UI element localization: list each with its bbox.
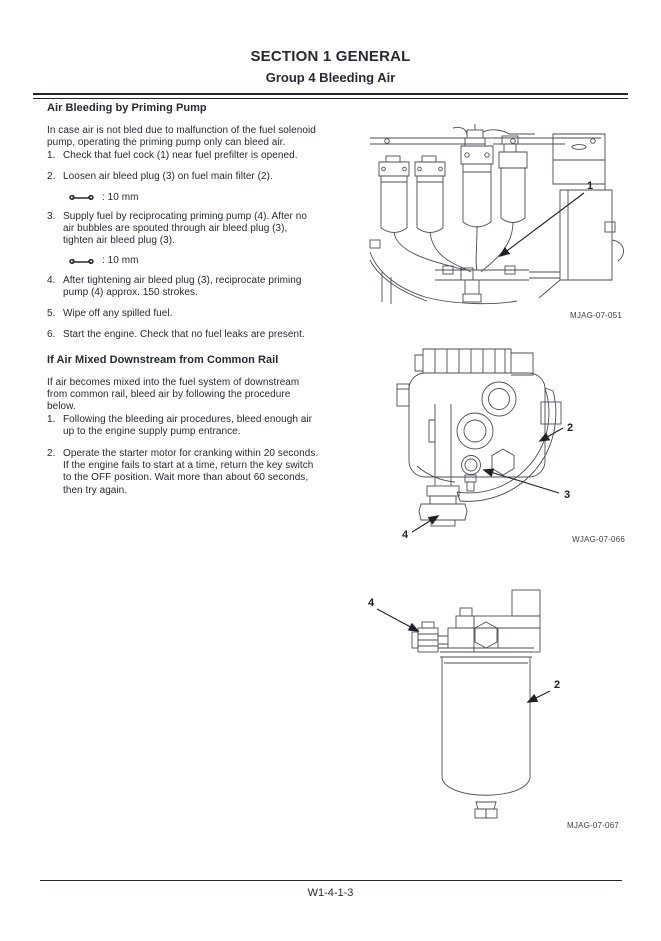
step-text: Operate the starter motor for cranking within 20 seconds. If the engine fails to start at a time, return the key switch to the OFF position. Wait more than about 60 seconds, then try again.	[63, 447, 319, 496]
step-text: Check that fuel cock (1) near fuel prefilter is opened.	[63, 150, 298, 162]
procedure-step	[47, 171, 319, 183]
figure-supply-pump-head	[393, 346, 628, 546]
callout-label-2: 2	[567, 422, 574, 434]
step-number: 1.	[47, 414, 56, 426]
procedure-step	[47, 329, 319, 341]
supply-pump-head-illustration	[393, 346, 628, 542]
step-text: Supply fuel by reciprocating priming pump (4). After no air bubbles are spouted through air bleed plug (3), tighten air bleed plug (3).	[63, 210, 307, 247]
wrench-icon	[68, 193, 95, 203]
callout-label-3: 3	[564, 489, 571, 501]
step-number: 4.	[47, 274, 56, 286]
step-number: 1.	[47, 150, 56, 162]
procedure-step	[47, 211, 319, 248]
figure-caption: WJAG-07-066	[572, 535, 625, 544]
section-intro: In case air is not bled due to malfunction of the fuel solenoid pump, operating the priming pump only can bleed air.	[47, 125, 316, 149]
wrench-icon	[68, 257, 95, 267]
step-text: Loosen air bleed plug (3) on fuel main filter (2).	[63, 171, 273, 183]
tool-size-note	[68, 257, 319, 267]
callout-label-1: 1	[587, 180, 594, 192]
fuel-main-filter-illustration	[362, 588, 631, 826]
callout-label-4: 4	[368, 597, 375, 609]
procedure-step	[47, 275, 319, 300]
step-number: 2.	[47, 171, 56, 183]
tool-size-note	[68, 193, 319, 203]
footer-rule	[40, 880, 622, 881]
procedure-step	[47, 150, 319, 162]
header-rule	[33, 93, 628, 99]
step-number: 5.	[47, 308, 56, 320]
text-column	[47, 102, 319, 506]
page-number: W1-4-1-3	[307, 887, 354, 899]
tool-size-label: : 10 mm	[102, 191, 139, 203]
step-text: Wipe off any spilled fuel.	[63, 308, 173, 320]
step-text: After tightening air bleed plug (3), reciprocate priming pump (4) approx. 150 strokes.	[63, 274, 302, 298]
section-air-bleeding	[47, 102, 319, 342]
section-air-mixed-downstream	[47, 354, 319, 497]
figure-engine-fuel-filters	[367, 124, 630, 320]
group-title: Group 4 Bleeding Air	[265, 70, 396, 85]
procedure-list	[47, 150, 319, 342]
callout-label-2: 2	[554, 679, 561, 691]
section-heading: Air Bleeding by Priming Pump	[47, 102, 207, 114]
procedure-list	[47, 414, 319, 497]
procedure-step	[47, 414, 319, 439]
callout-label-4: 4	[402, 529, 409, 541]
figure-caption: MJAG-07-067	[567, 821, 619, 830]
engine-fuel-filters-illustration	[367, 124, 630, 306]
figure-fuel-main-filter	[362, 588, 631, 832]
figure-caption: MJAG-07-051	[570, 311, 622, 320]
section-heading: If Air Mixed Downstream from Common Rail	[47, 353, 279, 366]
section-intro: If air becomes mixed into the fuel system of downstream from common rail, bleed air by following the procedure below.	[47, 376, 300, 413]
page-header	[0, 0, 661, 85]
tool-size-label: : 10 mm	[102, 255, 139, 267]
section-title: SECTION 1 GENERAL	[250, 48, 411, 65]
step-text: Following the bleeding air procedures, bleed enough air up to the engine supply pump entrance.	[63, 414, 313, 438]
step-number: 3.	[47, 210, 56, 222]
step-text: Start the engine. Check that no fuel leaks are present.	[63, 329, 305, 341]
procedure-step	[47, 308, 319, 320]
procedure-step	[47, 448, 319, 497]
step-number: 6.	[47, 329, 56, 341]
step-number: 2.	[47, 447, 56, 459]
